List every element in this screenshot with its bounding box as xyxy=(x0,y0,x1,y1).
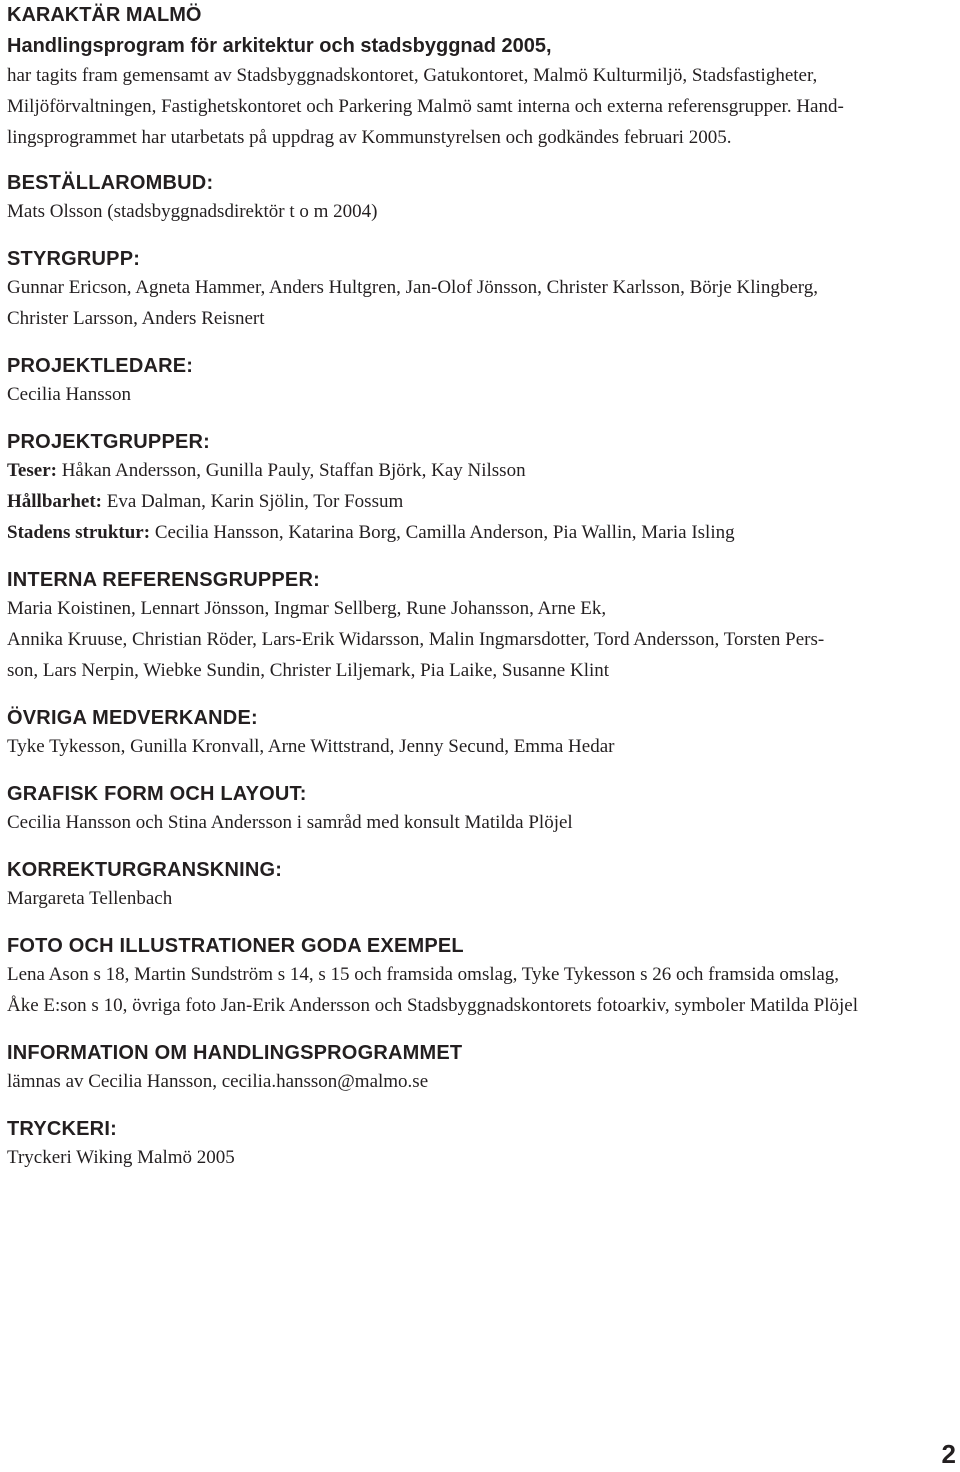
section-body xyxy=(7,1066,955,1097)
section-heading: INTERNA REFERENSGRUPPER: xyxy=(7,569,320,591)
group-line xyxy=(7,486,955,517)
section-ovriga-medverkande xyxy=(7,706,955,762)
group-label: Stadens struktur: xyxy=(7,522,151,543)
body-line: Tyke Tykesson, Gunilla Kronvall, Arne Wittstrand, Jenny Secund, Emma Hedar xyxy=(7,736,615,757)
section-projektgrupper xyxy=(7,430,955,548)
body-line: son, Lars Nerpin, Wiebke Sundin, Christer Liljemark, Pia Laike, Susanne Klint xyxy=(7,660,610,681)
section-body xyxy=(7,196,955,227)
body-line: Cecilia Hansson och Stina Andersson i samråd med konsult Matilda Plöjel xyxy=(7,812,573,833)
body-line: Christer Larsson, Anders Reisnert xyxy=(7,308,265,329)
section-heading: PROJEKTGRUPPER: xyxy=(7,431,211,453)
section-body xyxy=(7,593,955,686)
page-number: 2 xyxy=(941,1439,956,1469)
section-body xyxy=(7,1142,955,1173)
intro-line: har tagits fram gemensamt av Stadsbyggnadskontoret, Gatukontoret, Malmö Kulturmiljö, Stadsfastigheter, xyxy=(7,65,818,86)
section-heading: TRYCKERI: xyxy=(7,1118,117,1140)
body-line: Tryckeri Wiking Malmö 2005 xyxy=(7,1147,235,1168)
group-members: Cecilia Hansson, Katarina Borg, Camilla Anderson, Pia Wallin, Maria Isling xyxy=(150,522,735,543)
intro-line: lingsprogrammet har utarbetats på uppdrag av Kommunstyrelsen och godkändes februari 2005. xyxy=(7,127,732,148)
body-line: lämnas av Cecilia Hansson, cecilia.hansson@malmo.se xyxy=(7,1071,429,1092)
section-body xyxy=(7,731,955,762)
group-members: Håkan Andersson, Gunilla Pauly, Staffan Björk, Kay Nilsson xyxy=(56,460,526,481)
section-body xyxy=(7,883,955,914)
group-line xyxy=(7,455,955,486)
group-label: Teser: xyxy=(7,460,57,481)
section-body xyxy=(7,379,955,410)
intro-line: Miljöförvaltningen, Fastighetskontoret och Parkering Malmö samt interna och externa referensgrupper. Hand- xyxy=(7,96,844,117)
section-foto xyxy=(7,934,955,1021)
section-bestallarombud xyxy=(7,171,955,227)
section-heading: INFORMATION OM HANDLINGSPROGRAMMET xyxy=(7,1042,463,1064)
intro-paragraph xyxy=(7,60,955,153)
section-tryckeri xyxy=(7,1117,955,1173)
document-title: KARAKTÄR MALMÖ xyxy=(7,4,202,26)
section-heading: BESTÄLLAROMBUD: xyxy=(7,172,214,194)
section-heading: PROJEKTLEDARE: xyxy=(7,355,194,377)
section-korrekturgranskning xyxy=(7,858,955,914)
section-body xyxy=(7,272,955,334)
section-heading: ÖVRIGA MEDVERKANDE: xyxy=(7,707,258,729)
body-line: Maria Koistinen, Lennart Jönsson, Ingmar Sellberg, Rune Johansson, Arne Ek, xyxy=(7,598,607,619)
body-line: Åke E:son s 10, övriga foto Jan-Erik Andersson och Stadsbyggnadskontorets fotoarkiv, symboler Matilda Plöjel xyxy=(7,995,859,1016)
section-body xyxy=(7,455,955,548)
section-heading: FOTO OCH ILLUSTRATIONER GODA EXEMPEL xyxy=(7,935,464,957)
body-line: Annika Kruuse, Christian Röder, Lars-Erik Widarsson, Malin Ingmarsdotter, Tord Andersson, Torsten Pers- xyxy=(7,629,825,650)
section-grafisk-form xyxy=(7,782,955,838)
section-interna-referensgrupper xyxy=(7,568,955,686)
body-line: Margareta Tellenbach xyxy=(7,888,173,909)
section-body xyxy=(7,959,955,1021)
section-information xyxy=(7,1041,955,1097)
section-heading: STYRGRUPP: xyxy=(7,248,141,270)
group-label: Hållbarhet: xyxy=(7,491,102,512)
body-line: Cecilia Hansson xyxy=(7,384,132,405)
group-line xyxy=(7,517,955,548)
body-line: Lena Ason s 18, Martin Sundström s 14, s 15 och framsida omslag, Tyke Tykesson s 26 och framsida omslag, xyxy=(7,964,840,985)
section-heading: GRAFISK FORM OCH LAYOUT: xyxy=(7,783,307,805)
section-projektledare xyxy=(7,354,955,410)
section-styrgrupp xyxy=(7,247,955,334)
section-heading: KORREKTURGRANSKNING: xyxy=(7,859,283,881)
document-subtitle: Handlingsprogram för arkitektur och stadsbyggnad 2005, xyxy=(7,35,552,57)
group-members: Eva Dalman, Karin Sjölin, Tor Fossum xyxy=(102,491,404,512)
body-line: Gunnar Ericson, Agneta Hammer, Anders Hultgren, Jan-Olof Jönsson, Christer Karlsson, Börje Klingberg, xyxy=(7,277,818,298)
document-page xyxy=(7,0,955,1173)
section-body xyxy=(7,807,955,838)
body-line: Mats Olsson (stadsbyggnadsdirektör t o m 2004) xyxy=(7,201,378,222)
